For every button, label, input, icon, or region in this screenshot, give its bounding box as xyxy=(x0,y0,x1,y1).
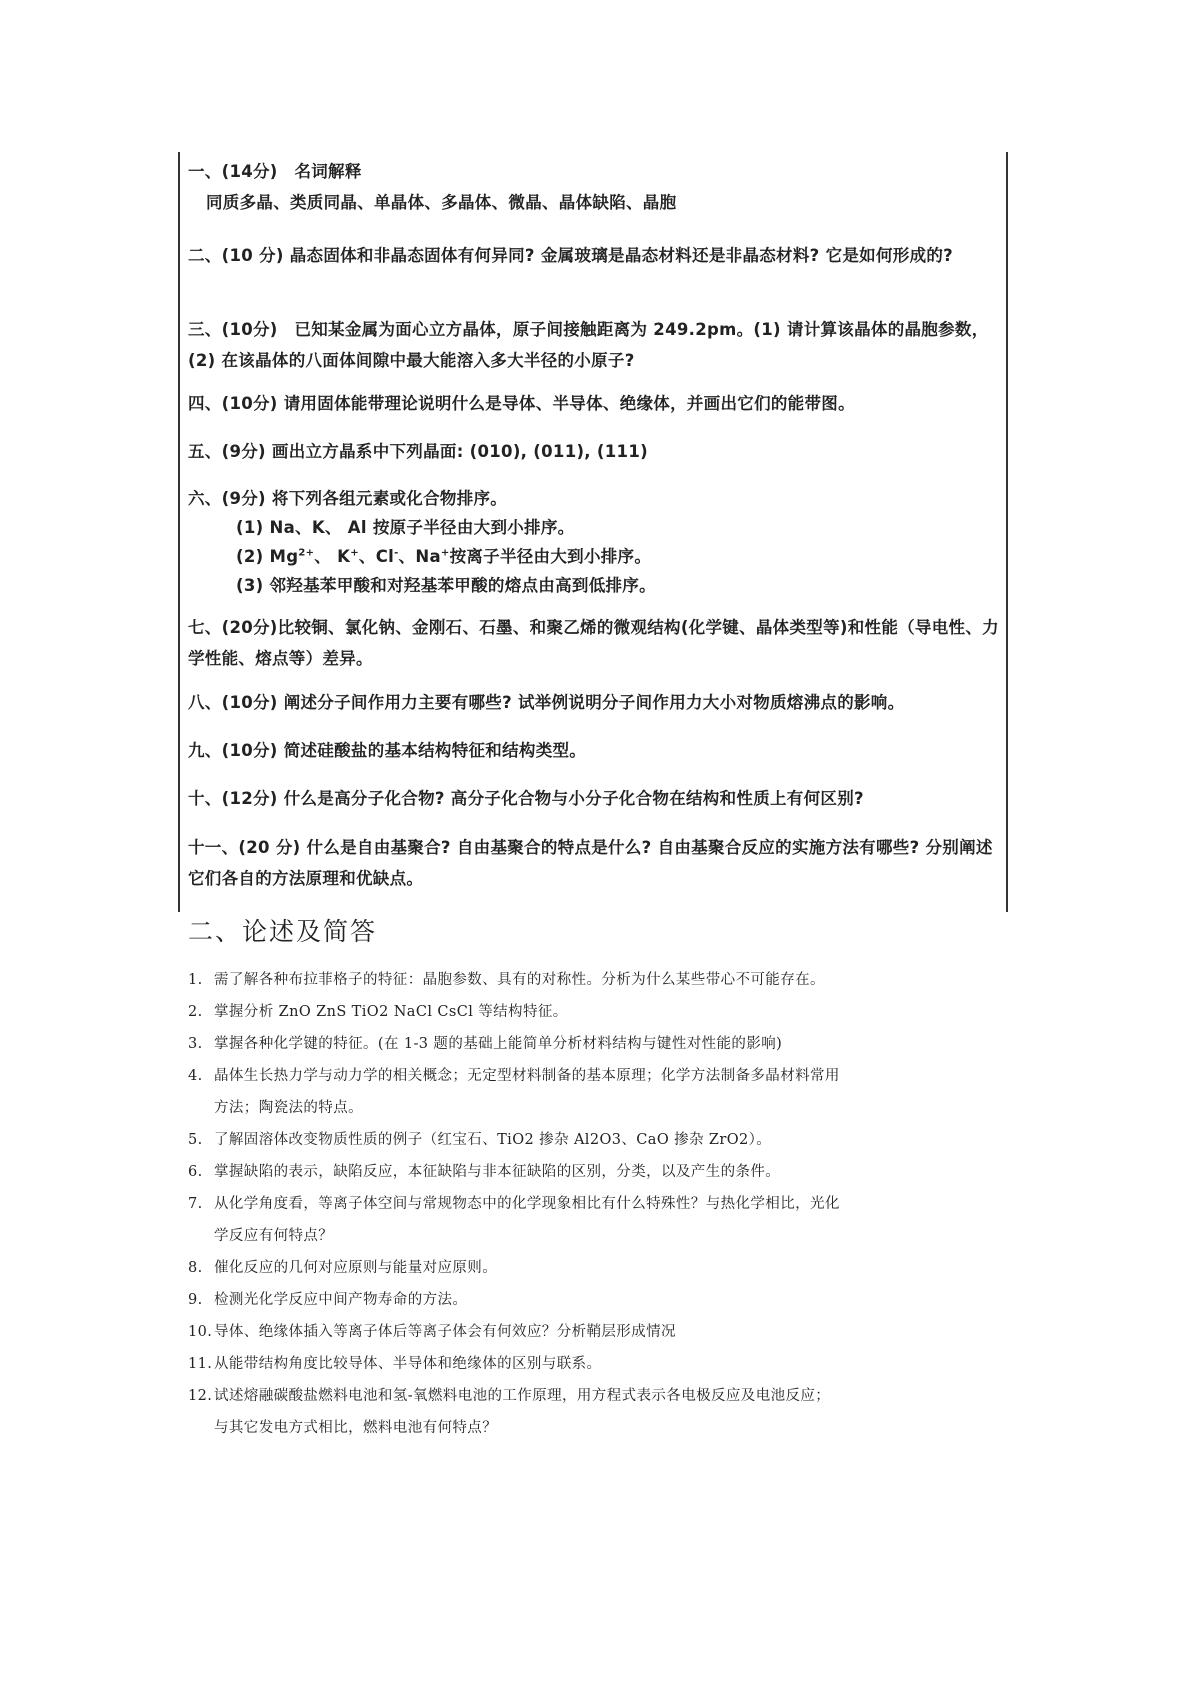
question-2: 二、(10 分) 晶态固体和非晶态固体有何异同? 金属玻璃是晶态材料还是非晶态材料? 它是如何形成的? xyxy=(188,246,954,265)
question-1 xyxy=(180,156,1006,218)
list-item: 12. 试述熔融碳酸盐燃料电池和氢-氧燃料电池的工作原理，用方程式表示各电极反应及电池反应； 与其它发电方式相比，燃料电池有何特点？ xyxy=(188,1388,831,1436)
exam-question-box xyxy=(178,152,1008,912)
question-6-item-2: (2) $Mg^{2+}$、 K+、Cl-、Na+按离子半径由大到小排序。 xyxy=(236,547,652,566)
question-3: 三、(10分) 已知某金属为面心立方晶体，原子间接触距离为 249.2pm。(1) 请计算该晶体的晶胞参数，(2) 在该晶体的八面体间隙中最大能溶入多大半径的小原子? xyxy=(188,320,989,370)
list-item: 5. 了解固溶体改变物质性质的例子（红宝石、TiO2 掺杂 Al2O3、CaO 掺杂 ZrO2）。 xyxy=(188,1132,772,1148)
question-7: 七、(20分)比较铜、氯化钠、金刚石、石墨、和聚乙烯的微观结构(化学键、晶体类型等)和性能（导电性、力学性能、熔点等）差异。 xyxy=(188,618,999,668)
question-8: 八、(10分) 阐述分子间作用力主要有哪些? 试举例说明分子间作用力大小对物质熔沸点的影响。 xyxy=(188,693,905,712)
question-6-item-3: (3) 邻羟基苯甲酸和对羟基苯甲酸的熔点由高到低排序。 xyxy=(236,576,656,595)
list-item: 11. 从能带结构角度比较导体、半导体和绝缘体的区别与联系。 xyxy=(188,1356,602,1372)
list-item: 9. 检测光化学反应中间产物寿命的方法。 xyxy=(188,1292,468,1308)
list-item: 8. 催化反应的几何对应原则与能量对应原则。 xyxy=(188,1260,498,1276)
list-item: 6. 掌握缺陷的表示，缺陷反应，本征缺陷与非本征缺陷的区别，分类，以及产生的条件。 xyxy=(188,1164,781,1180)
list-item: 1. 需了解各种布拉菲格子的特征：晶胞参数、具有的对称性。分析为什么某些带心不可能存在。 xyxy=(188,972,825,988)
question-11: 十一、(20 分) 什么是自由基聚合? 自由基聚合的特点是什么? 自由基聚合反应的实施方法有哪些? 分别阐述它们各自的方法原理和优缺点。 xyxy=(188,838,993,888)
question-6-title: 六、(9分) 将下列各组元素或化合物排序。 xyxy=(188,489,508,508)
list-item: 4. 晶体生长热力学与动力学的相关概念；无定型材料制备的基本原理；化学方法制备多晶材料常用 方法；陶瓷法的特点。 xyxy=(188,1068,840,1116)
list-item: 2. 掌握分析 ZnO ZnS TiO2 NaCl CsCl 等结构特征。 xyxy=(188,1004,568,1020)
list-item: 7. 从化学角度看，等离子体空间与常规物态中的化学现象相比有什么特殊性？与热化学相比，光化 学反应有何特点？ xyxy=(188,1196,840,1244)
list-item: 3. 掌握各种化学键的特征。(在 1-3 题的基础上能简单分析材料结构与键性对性能的影响) xyxy=(188,1036,783,1052)
question-10: 十、(12分) 什么是高分子化合物? 高分子化合物与小分子化合物在结构和性质上有何区别? xyxy=(188,789,864,808)
question-1-body: 同质多晶、类质同晶、单晶体、多晶体、微晶、晶体缺陷、晶胞 xyxy=(206,193,677,212)
question-5: 五、(9分) 画出立方晶系中下列晶面: (010), (011), (111) xyxy=(188,442,648,461)
section-title: 二、论述及简答 xyxy=(188,917,378,946)
question-6 xyxy=(180,484,1006,600)
question-9: 九、(10分) 简述硅酸盐的基本结构特征和结构类型。 xyxy=(188,741,587,760)
question-6-item-1: (1) Na、K、 Al 按原子半径由大到小排序。 xyxy=(236,518,575,537)
question-4: 四、(10分) 请用固体能带理论说明什么是导体、半导体、绝缘体，并画出它们的能带图。 xyxy=(188,394,855,413)
review-list xyxy=(188,964,988,1444)
question-1-title: 一、(14分) 名词解释 xyxy=(188,162,362,181)
list-item: 10. 导体、绝缘体插入等离子体后等离子体会有何效应？分析鞘层形成情况 xyxy=(188,1324,676,1340)
